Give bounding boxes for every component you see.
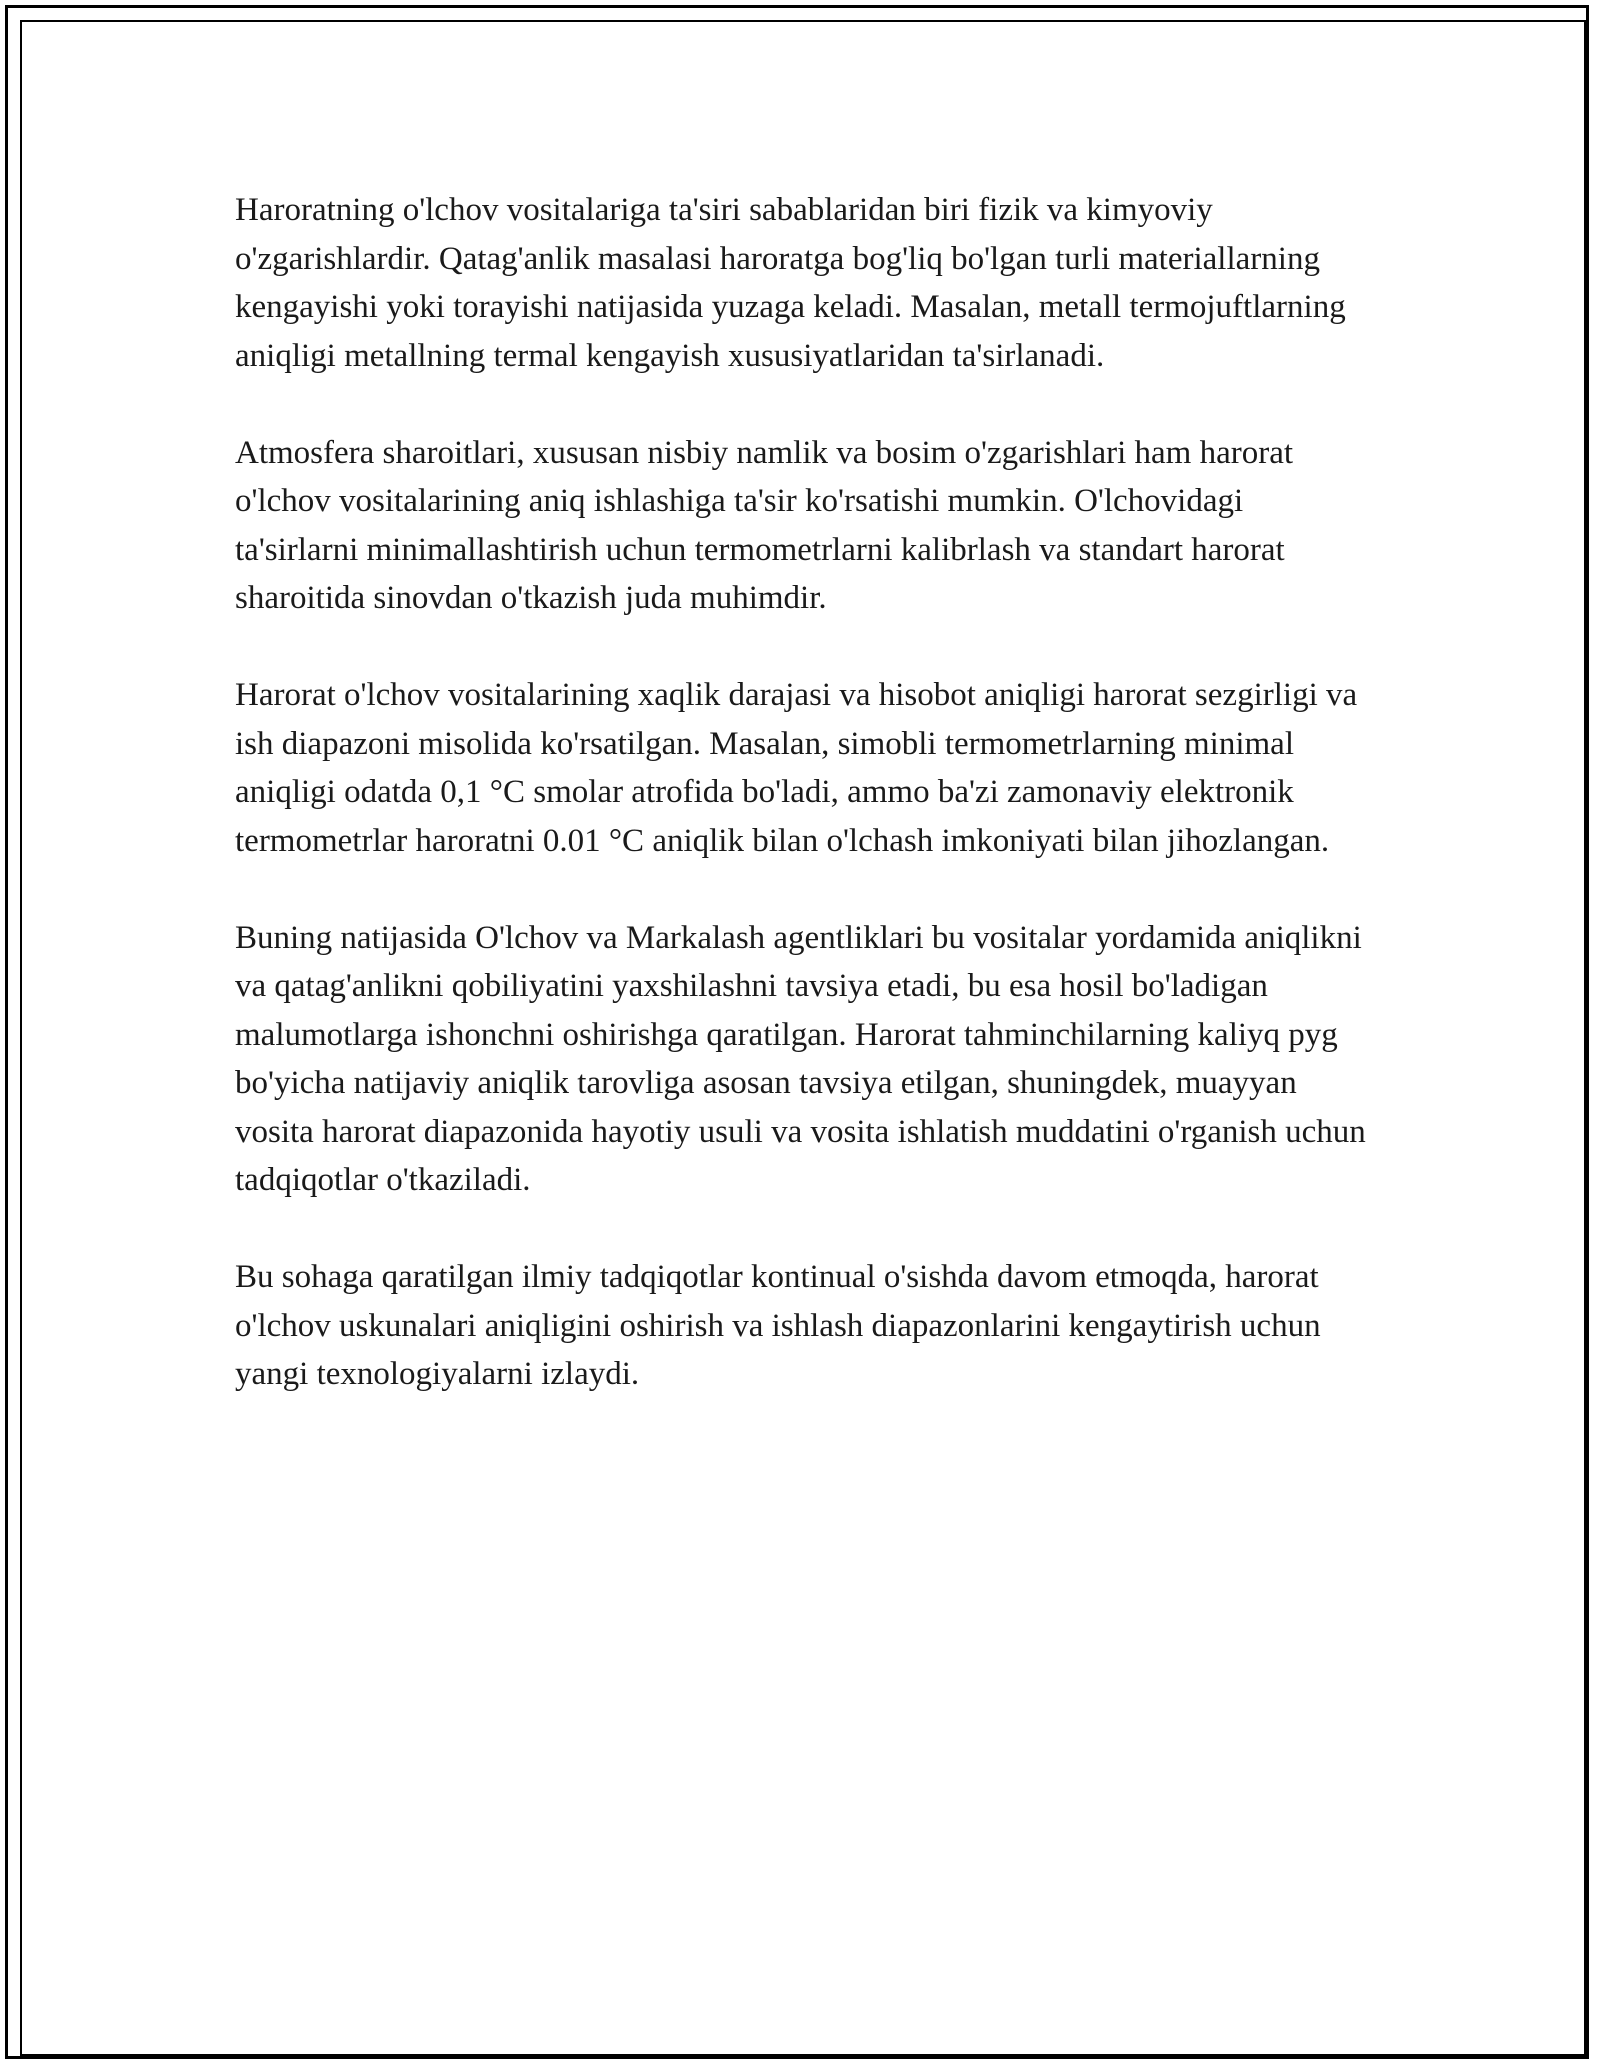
paragraph-2: Atmosfera sharoitlari, xususan nisbiy namlik va bosim o'zgarishlari ham harorat o'lchov vositalarining aniq ishlashiga ta'sir ko'rsatishi mumkin. O'lchovidagi ta'sirlarni minimallashtirish uchun termometrlarni kalibrlash va standart harorat sharoitida sinovdan o'tkazish juda muhimdir. (235, 434, 1294, 616)
paragraph-4: Buning natijasida O'lchov va Markalash agentliklari bu vositalar yordamida aniqlikni va qatag'anlikni qobiliyatini yaxshilashni tavsiya etadi, bu esa hosil bo'ladigan malumotlarga ishonchni oshirishga qaratilgan. Harorat tahminchilarning kaliyq pyg bo'yicha natijaviy aniqlik tarovliga asosan tavsiya etilgan, shuningdek, muayyan vosita harorat diapazonida hayotiy usuli va vosita ishlatish muddatini o'rganish uchun tadqiqotlar o'tkaziladi. (235, 919, 1366, 1198)
paragraph-3: Harorat o'lchov vositalarining xaqlik darajasi va hisobot aniqligi harorat sezgirligi va ish diapazoni misolida ko'rsatilgan. Masalan, simobli termometrlarning minimal aniqligi odatda 0,1 °C smolar atrofida bo'ladi, ammo ba'zi zamonaviy elektronik termometrlar haroratni 0.01 °C aniqlik bilan o'lchash imkoniyati bilan jihozlangan. (235, 677, 1358, 859)
document-body (235, 186, 1370, 1447)
paragraph-1: Haroratning o'lchov vositalariga ta'siri sabablaridan biri fizik va kimyoviy o'zgarishlardir. Qatag'anlik masalasi haroratga bog'liq bo'lgan turli materiallarning kengayishi yoki torayishi natijasida yuzaga keladi. Masalan, metall termojuftlarning aniqligi metallning termal kengayish xususiyatlaridan ta'sirlanadi. (235, 192, 1346, 374)
paragraph-5: Bu sohaga qaratilgan ilmiy tadqiqotlar kontinual o'sishda davom etmoqda, harorat o'lchov uskunalari aniqligini oshirish va ishlash diapazonlarini kengaytirish uchun yangi texnologiyalarni izlaydi. (235, 1259, 1321, 1392)
